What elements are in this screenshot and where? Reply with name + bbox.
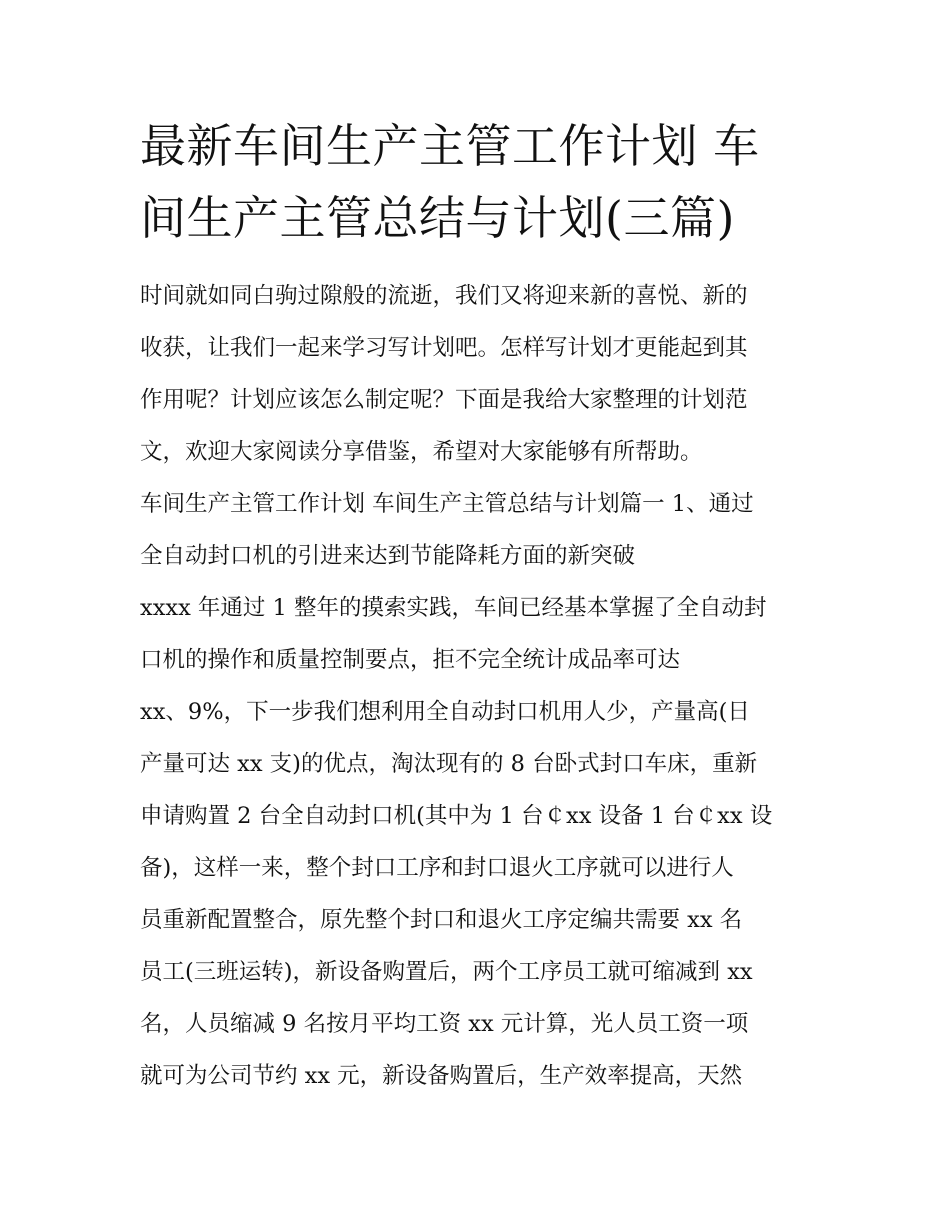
body-line-5: 申请购置 2 台全自动封口机(其中为 1 台￠xx 设备 1 台￠xx 设 <box>140 803 773 829</box>
body-line-10: 就可为公司节约 xx 元，新设备购置后，生产效率提高，天然 <box>140 1063 743 1089</box>
intro-line-3: 作用呢？计划应该怎么制定呢？下面是我给大家整理的计划范 <box>140 387 748 413</box>
body-line-7: 员重新配置整合，原先整个封口和退火工序定编共需要 xx 名 <box>140 907 743 933</box>
intro-line-4: 文，欢迎大家阅读分享借鉴，希望对大家能够有所帮助。 <box>140 439 703 465</box>
body-line-8: 员工(三班运转)，新设备购置后，两个工序员工就可缩减到 xx <box>140 959 753 985</box>
section-heading-line-2: 全自动封口机的引进来达到节能降耗方面的新突破 <box>140 543 636 569</box>
body-line-2: 口机的操作和质量控制要点，拒不完全统计成品率可达 <box>140 647 681 673</box>
title-line-1: 最新车间生产主管工作计划 车 <box>140 119 760 173</box>
body-line-3: xx、9%，下一步我们想利用全自动封口机用人少，产量高(日 <box>140 699 750 725</box>
title-line-2: 间生产主管总结与计划(三篇) <box>140 191 735 245</box>
section-heading-line-1: 车间生产主管工作计划 车间生产主管总结与计划篇一 1、通过 <box>140 491 754 517</box>
document-body <box>140 270 820 1102</box>
body-line-9: 名，人员缩减 9 名按月平均工资 xx 元计算，光人员工资一项 <box>140 1011 749 1037</box>
document-title <box>140 110 820 254</box>
body-line-4: 产量可达 xx 支)的优点，淘汰现有的 8 台卧式封口车床，重新 <box>140 751 758 777</box>
body-line-6: 备)，这样一来，整个封口工序和封口退火工序就可以进行人 <box>140 855 734 881</box>
document-content <box>140 110 820 1102</box>
intro-line-1: 时间就如同白驹过隙般的流逝，我们又将迎来新的喜悦、新的 <box>140 283 748 309</box>
intro-line-2: 收获，让我们一起来学习写计划吧。怎样写计划才更能起到其 <box>140 335 748 361</box>
body-line-1: xxxx 年通过 1 整年的摸索实践，车间已经基本掌握了全自动封 <box>140 595 767 621</box>
